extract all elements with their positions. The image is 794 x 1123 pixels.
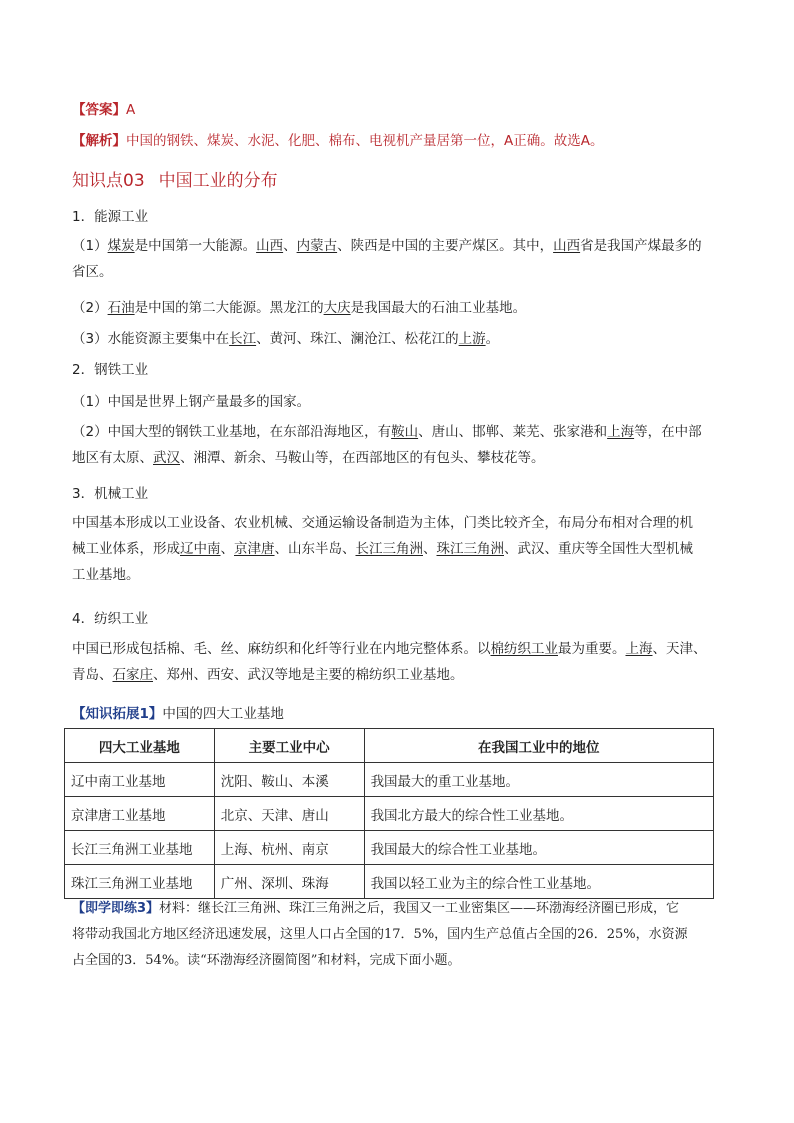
table-cell: 我国最大的综合性工业基地。 [364, 831, 713, 865]
underlined-term: 棉纺织工业 [490, 641, 558, 657]
text-run: 是中国第一大能源。 [134, 238, 257, 254]
underlined-term: 大庆 [323, 300, 351, 316]
practice-paragraph [72, 896, 724, 974]
underlined-term: 石油 [107, 300, 135, 316]
machinery-paragraph [72, 510, 724, 588]
text-run: 地区有太原、 [72, 450, 153, 466]
table-cell: 我国北方最大的综合性工业基地。 [364, 797, 713, 831]
textile-heading: 4．纺织工业 [72, 611, 149, 627]
text-run: 材料：继长江三角洲、珠江三角洲之后，我国又一工业密集区——环渤海经济圈已形成，它 [159, 901, 680, 916]
analysis-text: 中国的钢铁、煤炭、水泥、化肥、棉布、电视机产量居第一位，A正确。故选A。 [126, 133, 604, 149]
underlined-term: 上海 [607, 424, 635, 440]
table-cell: 沈阳、鞍山、本溪 [214, 763, 364, 797]
energy-paragraph-2 [72, 299, 722, 317]
text-run: 、黄河、珠江、澜沧江、松花江的 [256, 331, 459, 347]
section-title: 中国工业的分布 [158, 171, 278, 191]
energy-paragraph-3 [72, 330, 722, 348]
answer-value: A [126, 102, 136, 118]
extension-label: 【知识拓展1】 [72, 706, 163, 722]
text-run: 、 [283, 238, 297, 254]
table-cell: 珠江三角洲工业基地 [65, 865, 215, 899]
underlined-term: 上游 [458, 331, 486, 347]
table-row [65, 831, 714, 865]
text-run: 。 [485, 331, 500, 347]
table-cell: 北京、天津、唐山 [214, 797, 364, 831]
extension-line [72, 705, 722, 723]
table-header-cell: 主要工业中心 [214, 729, 364, 763]
text-run: 、 [220, 541, 234, 557]
underlined-term: 内蒙古 [296, 238, 338, 254]
text-run: 、 [423, 541, 437, 557]
machinery-heading: 3．机械工业 [72, 486, 149, 502]
underlined-term: 山西 [553, 238, 581, 254]
steel-paragraph-1: （1）中国是世界上钢产量最多的国家。 [72, 394, 311, 410]
text-run: 是我国最大的石油工业基地。 [350, 300, 527, 316]
answer-label: 【答案】 [72, 102, 126, 118]
underlined-term: 山西 [256, 238, 284, 254]
table-header-cell: 在我国工业中的地位 [364, 729, 713, 763]
text-run: 是中国的第二大能源。黑龙江的 [134, 300, 324, 316]
text-run: 、山东半岛、 [274, 541, 356, 557]
table-cell: 广州、深圳、珠海 [214, 865, 364, 899]
analysis-line [72, 132, 722, 150]
table-header-cell: 四大工业基地 [65, 729, 215, 763]
text-run: 等，在中部 [634, 424, 702, 440]
text-run: 最为重要。 [558, 641, 626, 657]
energy-heading: 1．能源工业 [72, 209, 149, 225]
text-run: 工业基地。 [72, 567, 140, 583]
steel-paragraph-2 [72, 419, 724, 471]
textile-paragraph [72, 636, 724, 688]
underlined-term: 长江 [229, 331, 257, 347]
underlined-term: 煤炭 [107, 238, 135, 254]
underlined-term: 石家庄 [112, 667, 153, 683]
text-run: 、郑州、西安、武汉等地是主要的棉纺织工业基地。 [153, 667, 464, 683]
table-row [65, 763, 714, 797]
text-run: 将带动我国北方地区经济迅速发展，这里人口占全国的17．5%，国内生产总值占全国的26．25%，水资源 [72, 927, 688, 942]
table-cell: 长江三角洲工业基地 [65, 831, 215, 865]
table-row [65, 797, 714, 831]
answer-line [72, 101, 722, 119]
text-run: 械工业体系，形成 [72, 541, 180, 557]
practice-label: 【即学即练3】 [72, 901, 160, 916]
underlined-term: 珠江三角洲 [436, 541, 504, 557]
table-cell: 京津唐工业基地 [65, 797, 215, 831]
text-run: （2）中国大型的钢铁工业基地，在东部沿海地区，有 [72, 424, 392, 440]
table-cell: 辽中南工业基地 [65, 763, 215, 797]
underlined-term: 长江三角洲 [355, 541, 423, 557]
table-row [65, 865, 714, 899]
energy-paragraph-1 [72, 233, 724, 285]
text-run: （3）水能资源主要集中在 [72, 331, 230, 347]
table-header-row [65, 729, 714, 763]
table-cell: 我国最大的重工业基地。 [364, 763, 713, 797]
table-cell: 我国以轻工业为主的综合性工业基地。 [364, 865, 713, 899]
text-run: 青岛、 [72, 667, 113, 683]
analysis-label: 【解析】 [72, 133, 126, 149]
text-run: 占全国的3．54%。读“环渤海经济圈简图”和材料，完成下面小题。 [72, 953, 461, 968]
underlined-term: 京津唐 [234, 541, 275, 557]
underlined-term: 鞍山 [391, 424, 419, 440]
underlined-term: 武汉 [153, 450, 180, 466]
text-run: 省区。 [72, 264, 113, 280]
section-number: 知识点03 [72, 171, 145, 191]
text-run: 省是我国产煤最多的 [580, 238, 702, 254]
text-run: 、湘潭、新余、马鞍山等，在西部地区的有包头、攀枝花等。 [180, 450, 545, 466]
table-cell: 上海、杭州、南京 [214, 831, 364, 865]
underlined-term: 上海 [625, 641, 653, 657]
industrial-bases-table [64, 728, 714, 899]
text-run: 中国已形成包括棉、毛、丝、麻纺织和化纤等行业在内地完整体系。以 [72, 641, 491, 657]
text-run: （2） [72, 300, 108, 316]
underlined-term: 辽中南 [180, 541, 221, 557]
steel-heading: 2．钢铁工业 [72, 362, 149, 378]
text-run: 、武汉、重庆等全国性大型机械 [504, 541, 693, 557]
text-run: 、唐山、邯郸、莱芜、张家港和 [418, 424, 608, 440]
text-run: 中国基本形成以工业设备、农业机械、交通运输设备制造为主体，门类比较齐全，布局分布相对合理的机 [72, 515, 693, 531]
text-run: 、天津、 [652, 641, 707, 657]
extension-title: 中国的四大工业基地 [162, 706, 284, 722]
text-run: （1） [72, 238, 108, 254]
section-heading [72, 170, 722, 192]
text-run: 、陕西是中国的主要产煤区。其中， [337, 238, 554, 254]
